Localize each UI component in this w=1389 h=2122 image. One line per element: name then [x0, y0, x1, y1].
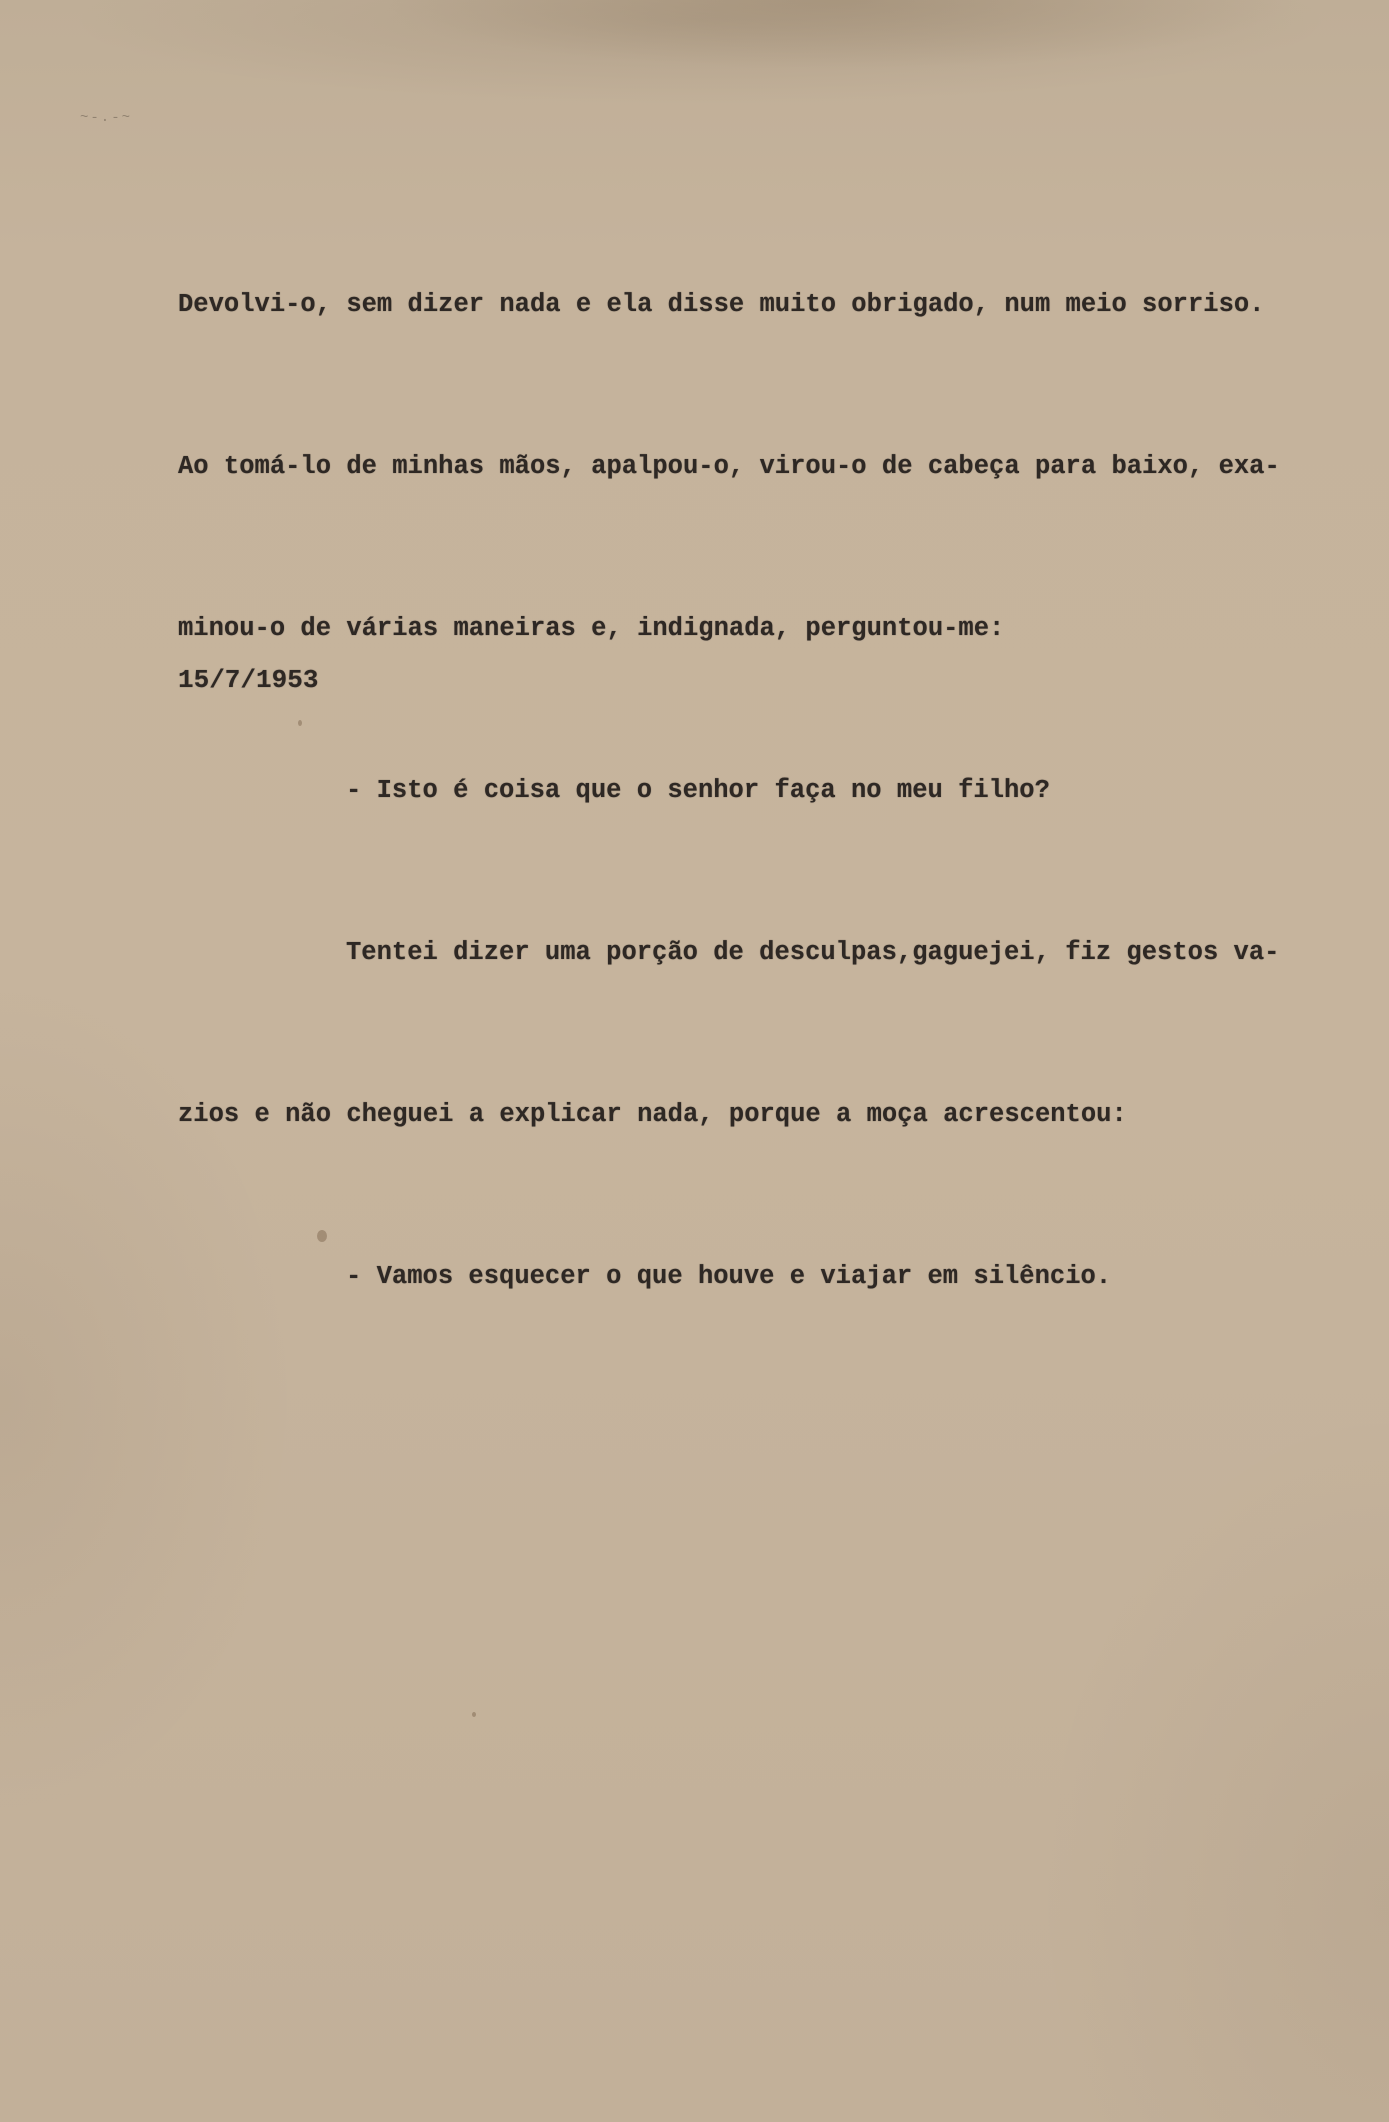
document-date: 15/7/1953 [178, 665, 319, 695]
body-line: Devolvi-o, sem dizer nada e ela disse muito obrigado, num meio sorriso. [178, 290, 1265, 319]
corner-scribble: ~-.-~ [80, 110, 133, 126]
dialogue-line: - Isto é coisa que o senhor faça no meu filho? [346, 776, 1050, 805]
paper-spot [472, 1712, 476, 1717]
paper-stain [380, 0, 1300, 70]
body-line: minou-o de várias maneiras e, indignada, perguntou-me: [178, 614, 1005, 643]
document-body [178, 170, 1358, 1412]
body-line: zios e não cheguei a explicar nada, porque a moça acrescentou: [178, 1100, 1127, 1129]
body-line: Ao tomá-lo de minhas mãos, apalpou-o, virou-o de cabeça para baixo, exa- [178, 452, 1280, 481]
dialogue-line: - Vamos esquecer o que houve e viajar em silêncio. [346, 1262, 1112, 1291]
body-line: Tentei dizer uma porção de desculpas,gaguejei, fiz gestos va- [346, 938, 1280, 967]
